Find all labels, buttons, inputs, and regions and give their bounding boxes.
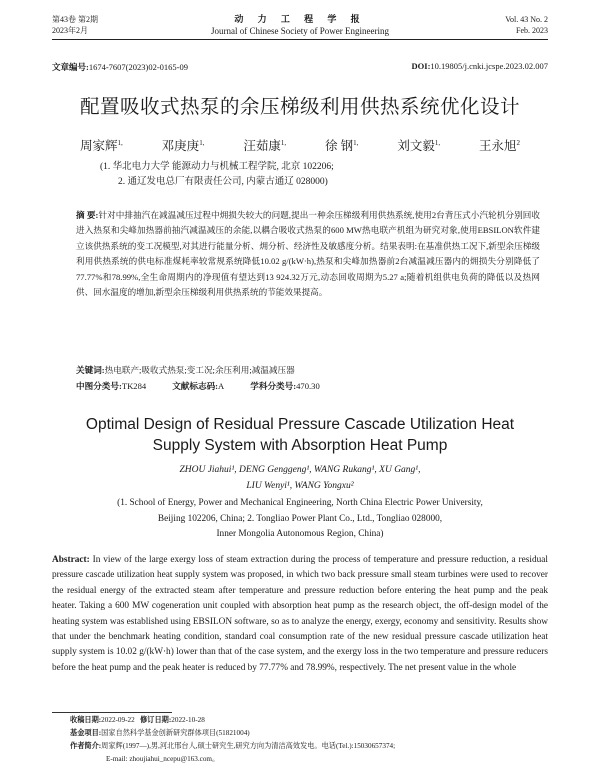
author-cn: 周家辉$^{1,}$ xyxy=(80,138,123,153)
footnote-email: E-mail: zhoujiahui_ncepu@163.com。 xyxy=(106,755,220,763)
footnote-author: 作者简介:周家辉(1997—),男,河北邢台人,硕士研究生,研究方向为清洁高效发电。电话(Tel.):15030657374; xyxy=(70,742,396,750)
abstract-en-label: Abstract: xyxy=(52,555,90,565)
journal-title-en: Journal of Chinese Society of Power Engineering xyxy=(211,26,389,36)
abstract-cn xyxy=(76,208,540,300)
date-en: Feb. 2023 xyxy=(516,26,548,35)
author-cn: 王永旭$^2$ xyxy=(478,138,520,153)
author-cn: 刘文毅$^{1,}$ xyxy=(397,138,441,153)
doc-code: 文献标志码:A xyxy=(172,381,225,391)
affiliations-en: (1. School of Energy, Power and Mechanical Engineering, North China Electric Power University, Beijing 102206, China; 2. Tongliao Power Plant Co., Ltd., Tongliao 028000, Inner Mongolia Autonomous Region, China) xyxy=(117,498,483,539)
abstract-cn-text: 针对中排抽汽在减温减压过程中㶲损失较大的问题,提出一种余压梯级利用供热系统,使用2台背压式小汽轮机分别回收进入热泵和尖峰加热器前抽汽减温减压的余能,以耦合吸收式热泵的600 MW热电联产机组为研究对象,使用EBSILON软件建立该供热系统的变工况模型,对其进行能量分析、㶲分析、经济性及敏感度分析。结果表明:在基准供热工况下,新型余压梯级利用供热系统的供电标准煤耗率较常规系统降低10.02 g/(kW·h),热泵和尖峰加热器前2台减温减压器内的㶲损失分别降低了77.77%和78.99%,全生命周期内的净现值有望达到13 924.32万元,动态回收周期为5.27 a;随着机组供电负荷的降低以及热网供、回水温度的增加,新型余压梯级利用供热系统的节能效果提高。 xyxy=(76,210,540,298)
author-cn: 徐 钢$^{1,}$ xyxy=(325,138,359,153)
header-left xyxy=(52,14,98,36)
header-right xyxy=(505,14,548,36)
article-number: 文章编号:1674-7607(2023)02-0165-09 xyxy=(52,62,188,72)
doi: DOI:10.19805/j.cnki.jcspe.2023.02.007 xyxy=(411,61,548,71)
header-center xyxy=(170,13,430,37)
keywords-cn-text: 热电联产;吸收式热泵;变工况;余压利用;减温减压器 xyxy=(104,365,295,375)
paper-title-cn: 配置吸收式热泵的余压梯级利用供热系统优化设计 xyxy=(79,97,520,118)
abstract-cn-label: 摘 要: xyxy=(76,210,99,220)
affiliations-cn xyxy=(100,160,500,190)
author-list-cn xyxy=(80,136,520,154)
author-cn: 汪茹康$^{1,}$ xyxy=(243,138,287,153)
author-list-en: ZHOU Jiahui¹, DENG Genggeng¹, WANG Rukang¹, XU Gang¹, LIU Wenyi¹, WANG Yongxu² xyxy=(179,465,421,491)
affiliation-cn-1: (1. 华北电力大学 能源动力与机械工程学院, 北京 102206; xyxy=(100,162,334,172)
cn-class-code: 中图分类号:TK284 xyxy=(76,381,147,391)
header-rule xyxy=(52,39,548,40)
volume-en: Vol. 43 No. 2 xyxy=(505,15,548,24)
footnote-dates: 收稿日期:2022-09-22 修订日期:2022-10-28 xyxy=(70,716,205,724)
classification-row xyxy=(76,380,540,392)
subject-code: 学科分类号:470.30 xyxy=(250,381,320,391)
affiliation-cn-2: 2. 通辽发电总厂有限责任公司, 内蒙古通辽 028000) xyxy=(118,177,328,187)
volume-cn: 第43卷 第2期 xyxy=(52,15,98,24)
author-cn: 邓庚庚$^{1,}$ xyxy=(161,138,205,153)
date-cn: 2023年2月 xyxy=(52,26,88,35)
footnote-rule xyxy=(52,712,172,713)
abstract-en-text: In view of the large exergy loss of steam extraction during the process of temperature and pressure reduction, a residual pressure cascade utilization heat supply system was proposed, in which two back pressure small steam turbines were used to recover the residual energy of the extracted steam after temperature and pressure reduction before entering the heat pump and the peak heater. Taking a 600 MW cogeneration unit coupled with absorption heat pump as the research object, the off-design model of the heating system was established using EBSILON software, so as to analyze the energy, exergy, economy and sensitivity. Results show that under the benchmark heating condition, standard coal consumption rate of the new residual pressure cascade utilization heat supply system is 10.02 g/(kW·h) lower than that of the case system, and the exergy loss in the two temperature and pressure reducers before the heat pump and the peak heater is reduced by 77.77% and 78.99%, respectively. The net present value in the whole xyxy=(52,555,548,673)
keywords-cn: 关键词:热电联产;吸收式热泵;变工况;余压利用;减温减压器 xyxy=(76,365,295,375)
abstract-en xyxy=(52,553,548,676)
footnotes xyxy=(70,714,548,766)
journal-title-cn: 动 力 工 程 学 报 xyxy=(234,14,366,24)
footnote-fund: 基金项目:国家自然科学基金创新研究群体项目(51821004) xyxy=(70,729,250,737)
paper-title-en: Optimal Design of Residual Pressure Cascade Utilization Heat Supply System with Absorption Heat Pump xyxy=(85,416,515,454)
